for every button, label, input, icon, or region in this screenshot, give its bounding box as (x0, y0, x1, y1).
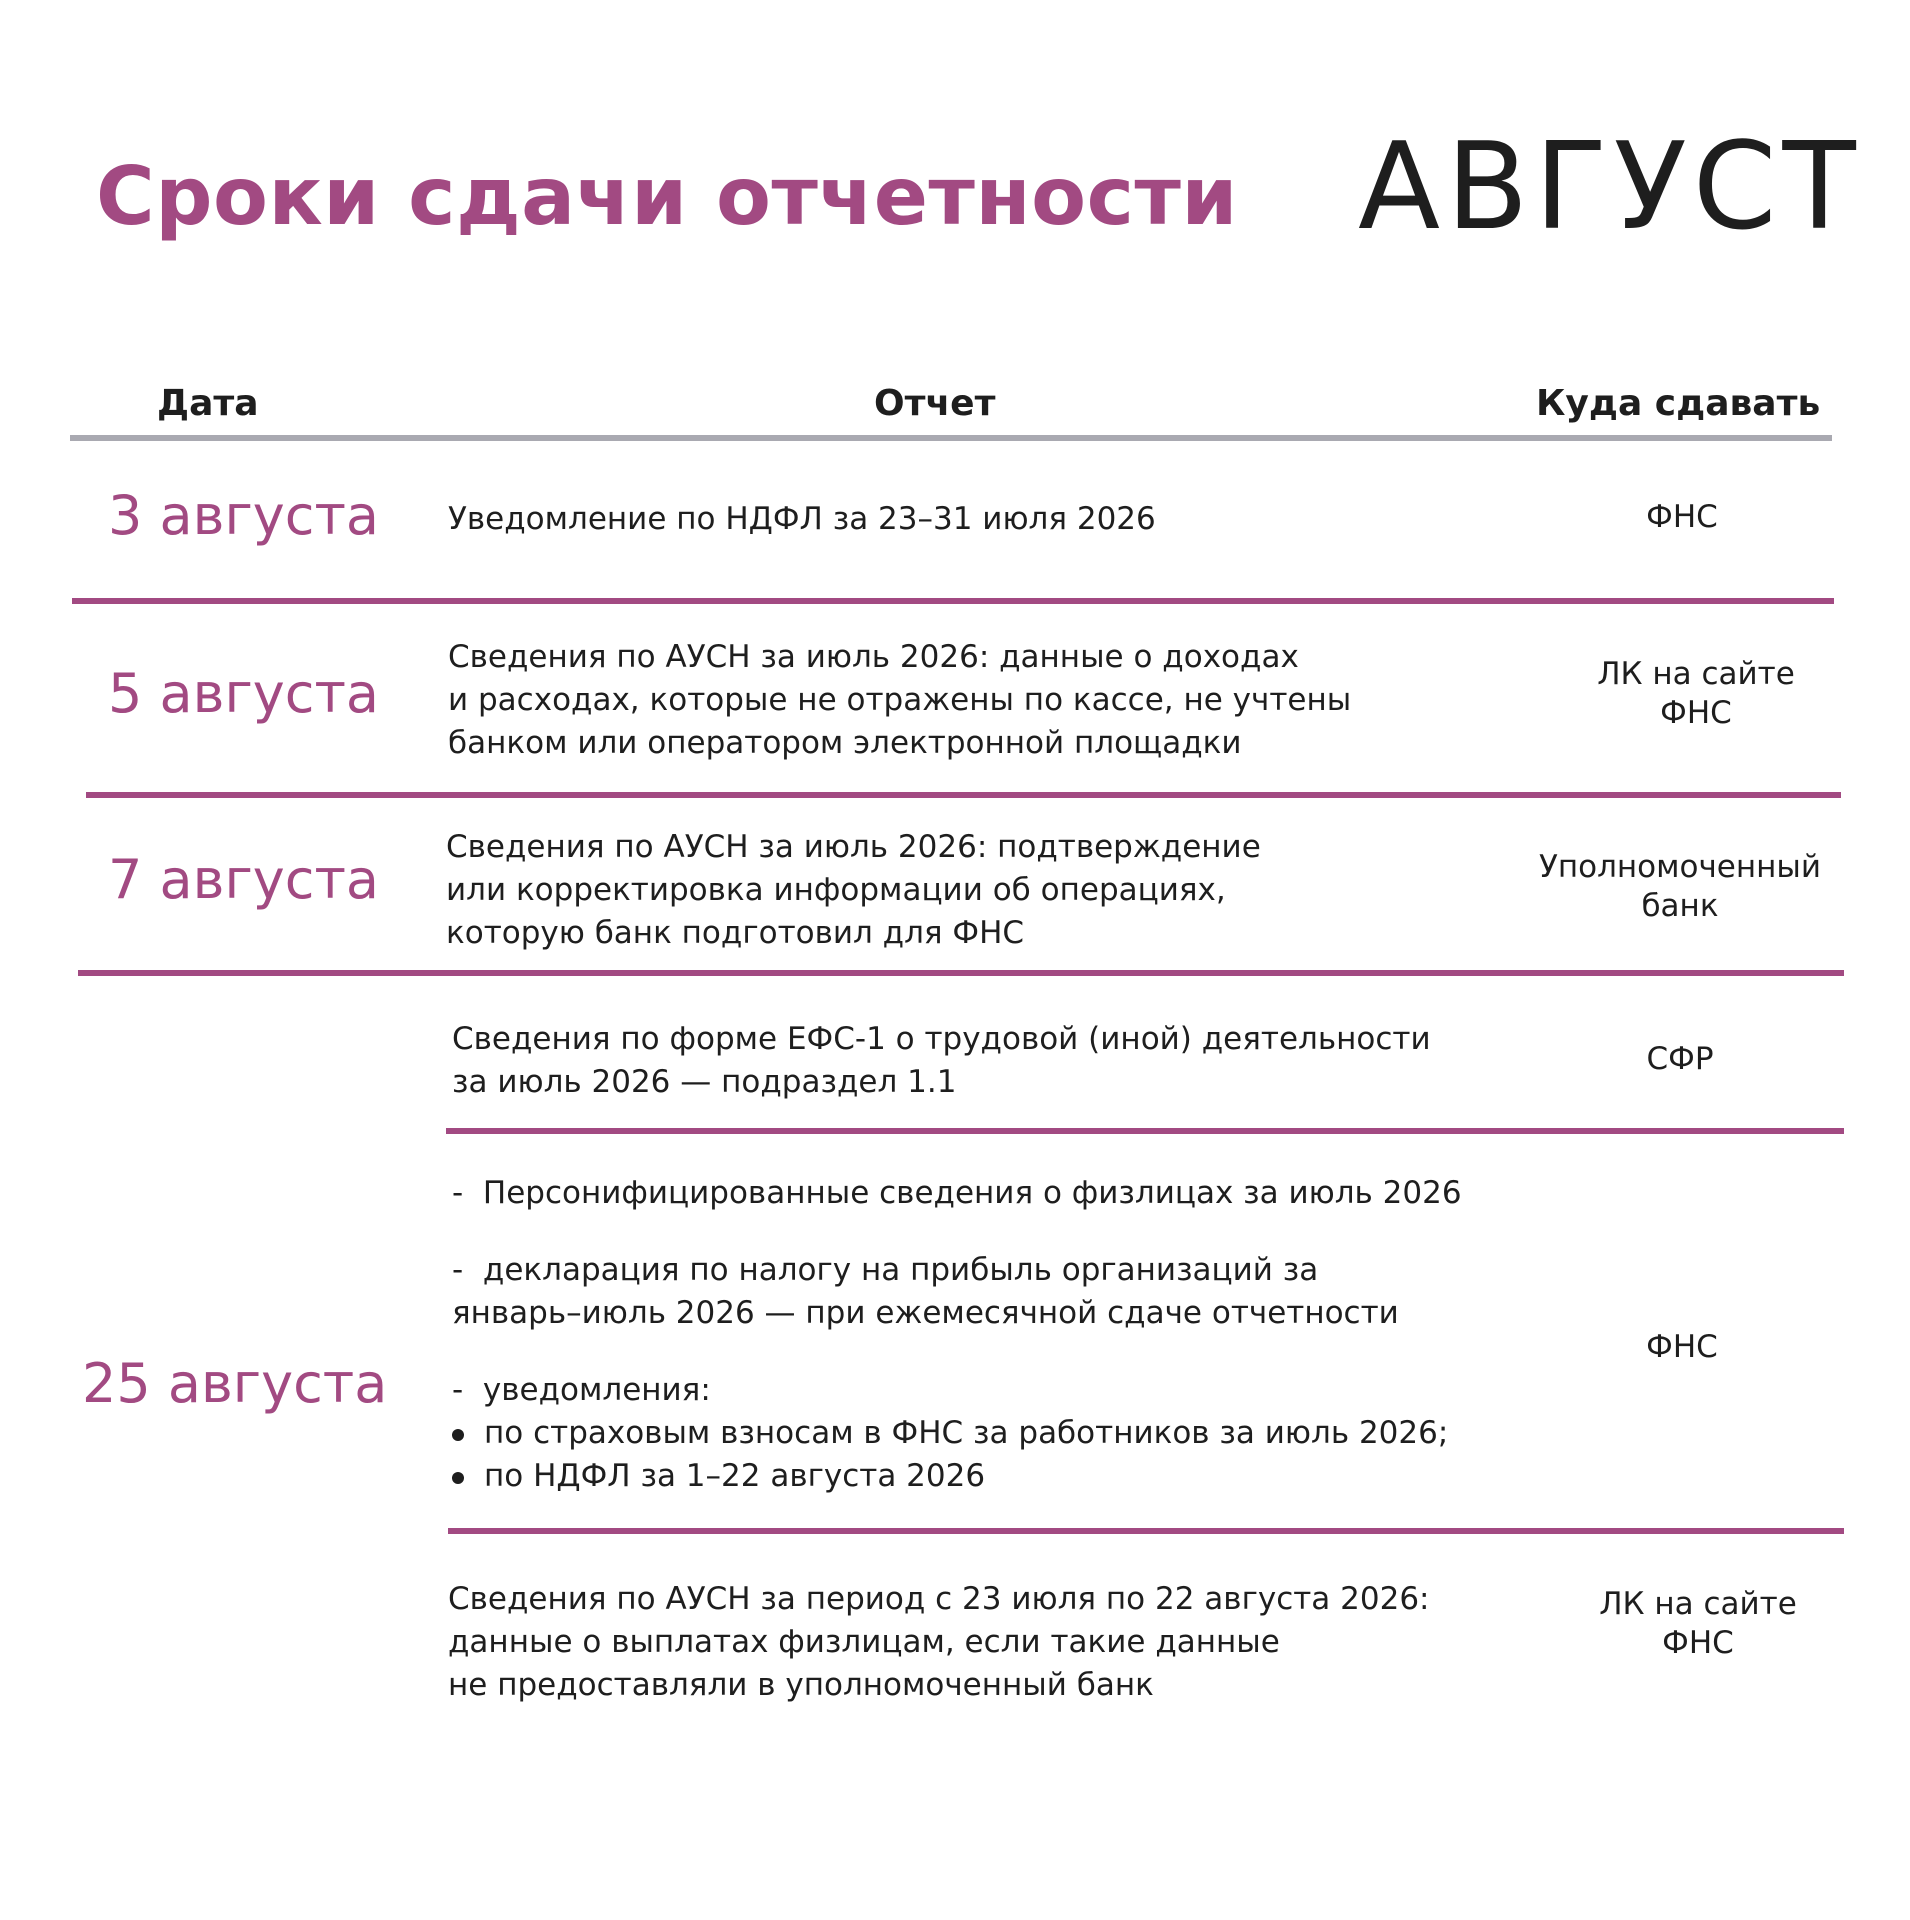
bullet-icon (452, 1472, 464, 1484)
where-line: ФНС (1662, 1625, 1734, 1661)
row-divider (72, 598, 1834, 604)
where-line: ФНС (1646, 1329, 1718, 1365)
row-report (448, 498, 1156, 541)
row-where (1500, 848, 1860, 926)
column-header-report: Отчет (874, 383, 996, 424)
row-report (448, 1578, 1430, 1707)
report-line: Сведения по АУСН за июль 2026: данные о доходах (448, 639, 1299, 675)
sub-row-divider (448, 1528, 1844, 1534)
page-title: Сроки сдачи отчетности (96, 150, 1238, 243)
dash-marker: - (452, 1175, 464, 1211)
row-where (1516, 655, 1876, 733)
report-line: которую банк подготовил для ФНС (446, 915, 1025, 951)
row-report (448, 636, 1351, 765)
where-line: ФНС (1646, 499, 1718, 535)
where-line: СФР (1646, 1041, 1714, 1077)
list-item: - уведомления: (452, 1372, 711, 1408)
report-line: или корректировка информации об операциях, (446, 872, 1226, 908)
list-item-continuation: январь–июль 2026 — при ежемесячной сдаче отчетности (452, 1295, 1399, 1331)
bullet-item: по страховым взносам в ФНС за работников за июль 2026; (452, 1412, 1462, 1455)
report-line: Сведения по АУСН за период с 23 июля по 22 августа 2026: (448, 1581, 1430, 1617)
row-date: 5 августа (108, 662, 380, 725)
row-where (1518, 1585, 1878, 1663)
dash-marker: - (452, 1252, 464, 1288)
row-divider (86, 792, 1841, 798)
row-report (452, 1018, 1431, 1104)
column-header-date: Дата (157, 383, 259, 424)
report-line: за июль 2026 — подраздел 1.1 (452, 1064, 957, 1100)
bullet-icon (452, 1429, 464, 1441)
report-line: данные о выплатах физлицам, если такие данные (448, 1624, 1280, 1660)
row-report-list (452, 1172, 1462, 1498)
list-item: - декларация по налогу на прибыль организаций за (452, 1252, 1319, 1288)
row-divider (78, 970, 1844, 976)
report-line: Уведомление по НДФЛ за 23–31 июля 2026 (448, 501, 1156, 537)
row-date: 25 августа (82, 1352, 388, 1415)
bullet-item: по НДФЛ за 1–22 августа 2026 (452, 1455, 1462, 1498)
report-line: Сведения по АУСН за июль 2026: подтверждение (446, 829, 1261, 865)
where-line: ФНС (1660, 695, 1732, 731)
where-line: ЛК на сайте (1597, 656, 1795, 692)
list-item: - Персонифицированные сведения о физлицах за июль 2026 (452, 1175, 1462, 1211)
where-line: ЛК на сайте (1599, 1586, 1797, 1622)
column-header-where: Куда сдавать (1536, 383, 1821, 424)
row-report (446, 826, 1261, 955)
report-line: не предоставляли в уполномоченный банк (448, 1667, 1154, 1703)
report-line: банком или оператором электронной площадки (448, 725, 1242, 761)
month-title: АВГУСТ (1358, 118, 1862, 257)
where-line: Уполномоченный (1538, 849, 1822, 885)
row-date: 3 августа (108, 484, 380, 547)
report-line: и расходах, которые не отражены по кассе, не учтены (448, 682, 1352, 718)
dash-marker: - (452, 1372, 464, 1408)
row-date: 7 августа (108, 848, 380, 911)
row-where (1500, 1040, 1860, 1079)
report-line: Сведения по форме ЕФС-1 о трудовой (иной) деятельности (452, 1021, 1431, 1057)
row-where (1502, 1328, 1862, 1367)
where-line: банк (1641, 888, 1719, 924)
row-where (1502, 498, 1862, 537)
header-divider (70, 435, 1832, 441)
sub-row-divider (446, 1128, 1844, 1134)
